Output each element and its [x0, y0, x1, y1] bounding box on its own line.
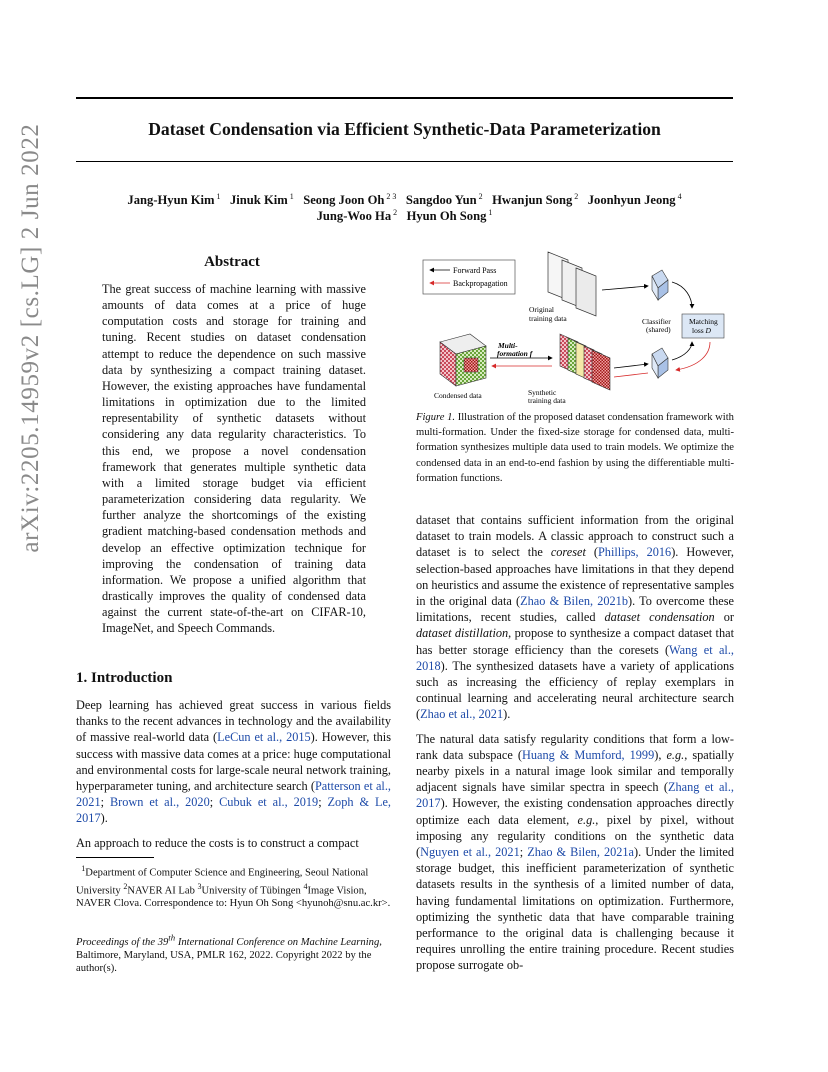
author-affiliation: 2 3	[386, 192, 397, 201]
forward-arrow	[614, 364, 648, 368]
footnote: $^1$Department of Computer Science and Engineering, Seoul National University $^2$NAVER AI Lab $^3$University of Tübingen $^4$Image Vision, NAVER Clova. Correspondence to: Hyun Oh Song <hyunoh@snu.ac.kr>.	[76, 864, 391, 910]
citation-link[interactable]: Cubuk et al., 2019	[219, 795, 319, 810]
citation-link[interactable]: Nguyen et al., 2021	[420, 845, 520, 860]
figure-1-diagram	[420, 250, 735, 406]
classifier-bottom	[652, 348, 668, 378]
abstract-heading: Abstract	[204, 254, 260, 270]
proceedings-note: Proceedings of the 39th International Conference on Machine Learning, Baltimore, Maryland, USA, PMLR 162, 2022. Copyright 2022 by the author(s).	[76, 932, 382, 974]
intro-paragraph-2: An approach to reduce the costs is to construct a compact	[76, 835, 359, 850]
citation-link[interactable]: Brown et al., 2020	[109, 795, 210, 810]
original-label-2: training data	[529, 314, 567, 323]
matching-label-2: loss D	[692, 326, 711, 335]
synthetic-data-stack	[560, 334, 610, 390]
author-line-2	[76, 208, 733, 224]
classifier-label-2: (shared)	[646, 325, 671, 334]
paper-title: Dataset Condensation via Efficient Synthetic-Data Parameterization	[148, 119, 661, 139]
classifier-top	[652, 270, 668, 300]
citation-link[interactable]: LeCun et al., 2015	[217, 730, 311, 745]
figure-label: Figure 1.	[416, 412, 456, 423]
author-line-1	[76, 192, 733, 208]
title-rule-bottom	[76, 161, 733, 162]
citation-link[interactable]: Zhang et al., 2017	[416, 780, 734, 811]
right-paragraph-1: dataset that contains sufficient information from the original dataset to train models. A classic approach to construct such a dataset is to select the coreset (Phillips, 2016). However, selection-based approaches have limitations in that they depend on heuristics and assume the existence of representative samples in the original data (Zhao & Bilen, 2021b). To overcome these limitations, recent studies, called dataset condensation or dataset distillation, propose to synthesize a compact dataset that has better storage efficiency than the coresets (Wang et al., 2018). The synthesized datasets have a variety of applications such as increasing the efficiency of replay exemplars in continual learning and accelerating neural architecture search (Zhao et al., 2021).	[416, 513, 734, 722]
title-rule-top	[76, 97, 733, 99]
author-name: Jung-Woo Ha	[316, 209, 392, 224]
author-affiliation: 2	[574, 192, 579, 201]
original-data-stack	[548, 252, 596, 316]
author-affiliation: 4	[677, 192, 682, 201]
synthetic-label-2: training data	[528, 396, 566, 405]
matching-label-1: Matching	[689, 317, 718, 326]
synthetic-label-1: Synthetic	[528, 388, 557, 397]
citation-link[interactable]: Wang et al., 2018	[416, 642, 734, 673]
author-affiliation: 1	[488, 208, 493, 217]
abstract-text: The great success of machine learning with massive amounts of data comes at a price of huge computation costs and storage for training and tuning. Recent studies on dataset condensation attempt to reduce the dependence on such massive data by synthesizing a compact training dataset. However, the existing approaches have fundamental limitations in optimization due to the limited representability of synthetic datasets without considering any data regularity characteristics. To this end, we propose a novel condensation framework that generates multiple synthetic data with a limited storage budget via efficient parameterization considering data regularity. We further analyze the shortcomings of the existing gradient matching-based condensation methods and develop an effective optimization technique for improving the condensation of training data information. We propose a unified algorithm that drastically improves the quality of condensed data against the current state-of-the-art on CIFAR-10, ImageNet, and Speech Commands.	[102, 282, 366, 636]
author-affiliation: 1	[216, 192, 221, 201]
citation-link[interactable]: Huang & Mumford, 1999	[521, 747, 655, 762]
author-affiliation: 1	[289, 192, 294, 201]
citation-link[interactable]: Zhao & Bilen, 2021b	[520, 594, 628, 609]
condensed-data	[440, 334, 486, 386]
citation-link[interactable]: Zhao & Bilen, 2021a	[527, 845, 635, 860]
author-name: Joonhyun Jeong	[587, 193, 676, 208]
citation-link[interactable]: Zhao et al., 2021	[420, 707, 504, 722]
right-paragraph-2: The natural data satisfy regularity conditions that form a low-rank data subspace (Huang & Mumford, 1999), e.g., spatially nearby pixels in a natural image look similar and temporally adjacent signals have similar spectra in speech (Zhang et al., 2017). However, the existing condensation approaches directly optimize each data element, e.g., pixel by pixel, without imposing any regularity conditions on the synthetic data (Nguyen et al., 2021; Zhao & Bilen, 2021a). Under the limited storage budget, this inefficient parameterization of synthetic datasets results in the synthesis of a limited number of data, having fundamental limitations on optimization. Furthermore, optimizing the synthetic data that have comparable training performance to the original data is challenging because it requires unrolling the entire training procedure. Recent studies propose surrogate ob-	[416, 731, 734, 973]
multiformation-label-1: Multi-	[498, 341, 518, 350]
citation-link[interactable]: Phillips, 2016	[597, 545, 672, 560]
author-name: Seong Joon Oh	[303, 193, 385, 208]
citation-link[interactable]: Patterson et al., 2021	[76, 779, 391, 810]
backprop-line	[614, 373, 648, 377]
forward-arrow	[672, 282, 692, 308]
classifier-label-1: Classifier	[642, 317, 671, 326]
intro-paragraph-1: Deep learning has achieved great success in various fields thanks to the recent advances in technology and the availability of massive real-world data (LeCun et al., 2015). However, this success with massive data comes at a price: huge computational and environmental costs for large-scale neural network training, hyperparameter tuning, and architecture search (Patterson et al., 2021; Brown et al., 2020; Cubuk et al., 2019; Zoph & Le, 2017).	[76, 698, 391, 826]
intro-heading: 1. Introduction	[76, 670, 173, 686]
legend-backprop-label: Backpropagation	[453, 279, 508, 288]
author-affiliation: 2	[393, 208, 398, 217]
author-name: Jang-Hyun Kim	[127, 193, 215, 208]
citation-link[interactable]: Zoph & Le, 2017	[76, 795, 391, 826]
author-name: Jinuk Kim	[230, 193, 288, 208]
condensed-label: Condensed data	[434, 391, 482, 400]
right-column-body	[416, 512, 734, 974]
author-name: Hwanjun Song	[492, 193, 573, 208]
legend-forward-label: Forward Pass	[453, 266, 497, 275]
author-affiliation: 2	[478, 192, 483, 201]
author-name: Hyun Oh Song	[406, 209, 487, 224]
figure-caption: Figure 1. Illustration of the proposed dataset condensation framework with multi-formation. Under the fixed-size storage for condensed data, multi-formation synthesizes multiple data used to train models. We optimize the condensed data in an end-to-end fashion by using the differentiable multi-formation functions.	[416, 412, 734, 484]
intro-body	[76, 697, 391, 851]
footnote-rule	[76, 857, 154, 858]
forward-arrow	[602, 286, 648, 290]
multiformation-label-2: formation f	[497, 349, 533, 358]
original-label-1: Original	[529, 305, 554, 314]
arxiv-watermark: arXiv:2205.14959v2 [cs.LG] 2 Jun 2022	[17, 123, 44, 553]
author-name: Sangdoo Yun	[405, 193, 477, 208]
forward-arrow	[672, 342, 692, 360]
